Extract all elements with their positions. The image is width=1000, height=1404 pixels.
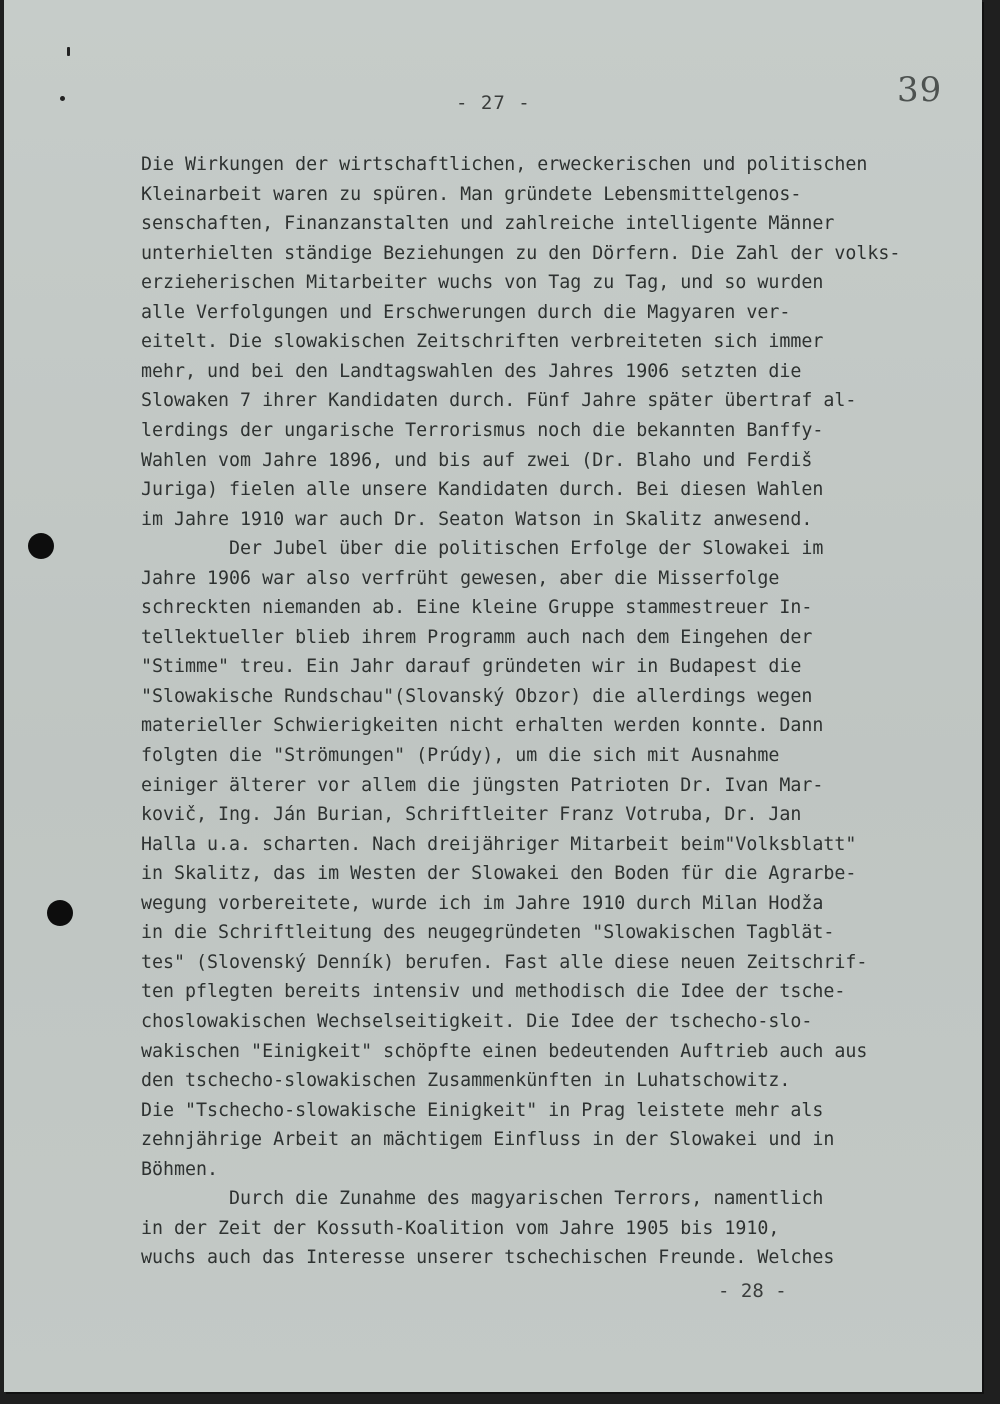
text-line: in die Schriftleitung des neugegründeten "Slowakischen Tagblät- (141, 922, 835, 943)
text-line: tes" (Slovenský Denník) berufen. Fast alle diese neuen Zeitschrif- (141, 952, 868, 973)
text-line: mehr, und bei den Landtagswahlen des Jahres 1906 setzten die (141, 361, 802, 382)
text-line: unterhielten ständige Beziehungen zu den Dörfern. Die Zahl der volks- (141, 243, 901, 264)
text-line: Wahlen vom Jahre 1896, und bis auf zwei (Dr. Blaho und Ferdiš (141, 450, 813, 471)
text-line: alle Verfolgungen und Erschwerungen durch die Magyaren ver- (141, 302, 791, 323)
typewritten-page (4, 0, 982, 1392)
folio-number: 39 (897, 70, 943, 110)
text-line: senschaften, Finanzanstalten und zahlreiche intelligente Männer (141, 213, 835, 234)
text-line: eitelt. Die slowakischen Zeitschriften verbreiteten sich immer (141, 331, 824, 352)
text-line: choslowakischen Wechselseitigkeit. Die Idee der tschecho-slo- (141, 1011, 813, 1032)
text-line: schreckten niemanden ab. Eine kleine Gruppe stammestreuer In- (141, 597, 813, 618)
text-line: ten pflegten bereits intensiv und methodisch die Idee der tsche- (141, 981, 846, 1002)
punch-hole (28, 533, 54, 559)
text-line: Durch die Zunahme des magyarischen Terrors, namentlich (141, 1188, 824, 1209)
ink-speck (67, 47, 70, 56)
text-line: wegung vorbereitete, wurde ich im Jahre 1910 durch Milan Hodža (141, 893, 824, 914)
text-line: einiger älterer vor allem die jüngsten Patrioten Dr. Ivan Mar- (141, 775, 824, 796)
text-line: wuchs auch das Interesse unserer tschechischen Freunde. Welches (141, 1247, 835, 1268)
text-line: den tschecho-slowakischen Zusammenkünften in Luhatschowitz. (141, 1070, 791, 1091)
text-line: Der Jubel über die politischen Erfolge der Slowakei im (141, 538, 824, 559)
text-line: wakischen "Einigkeit" schöpfte einen bedeutenden Auftrieb auch aus (141, 1041, 868, 1062)
text-line: Die Wirkungen der wirtschaftlichen, erweckerischen und politischen (141, 154, 868, 175)
text-line: Die "Tschecho-slowakische Einigkeit" in Prag leistete mehr als (141, 1100, 824, 1121)
text-line: im Jahre 1910 war auch Dr. Seaton Watson in Skalitz anwesend. (141, 509, 813, 530)
text-line: "Stimme" treu. Ein Jahr darauf gründeten wir in Budapest die (141, 656, 802, 677)
text-line: Kleinarbeit waren zu spüren. Man gründete Lebensmittelgenos- (141, 184, 802, 205)
text-line: tellektueller blieb ihrem Programm auch nach dem Eingehen der (141, 627, 813, 648)
text-line: lerdings der ungarische Terrorismus noch die bekannten Banffy- (141, 420, 824, 441)
text-line: Juriga) fielen alle unsere Kandidaten durch. Bei diesen Wahlen (141, 479, 824, 500)
text-line: zehnjährige Arbeit an mächtigem Einfluss in der Slowakei und in (141, 1129, 835, 1150)
text-line: kovič, Ing. Ján Burian, Schriftleiter Franz Votruba, Dr. Jan (141, 804, 802, 825)
ink-speck (60, 96, 65, 101)
text-line: Jahre 1906 war also verfrüht gewesen, aber die Misserfolge (141, 568, 780, 589)
page-number-top: - 27 - (456, 92, 531, 114)
text-line: "Slowakische Rundschau"(Slovanský Obzor) die allerdings wegen (141, 686, 813, 707)
punch-hole (47, 900, 73, 926)
text-line: materieller Schwierigkeiten nicht erhalten werden konnte. Dann (141, 715, 824, 736)
text-line: Slowaken 7 ihrer Kandidaten durch. Fünf Jahre später übertraf al- (141, 390, 857, 411)
text-line: in der Zeit der Kossuth-Koalition vom Jahre 1905 bis 1910, (141, 1218, 780, 1239)
page-number-bottom: - 28 - (718, 1280, 787, 1302)
text-line: folgten die "Strömungen" (Prúdy), um die sich mit Ausnahme (141, 745, 780, 766)
text-line: in Skalitz, das im Westen der Slowakei den Boden für die Agrarbe- (141, 863, 857, 884)
text-line: erzieherischen Mitarbeiter wuchs von Tag zu Tag, und so wurden (141, 272, 824, 293)
text-line: Böhmen. (141, 1159, 219, 1180)
text-line: Halla u.a. scharten. Nach dreijähriger Mitarbeit beim"Volksblatt" (141, 834, 857, 855)
